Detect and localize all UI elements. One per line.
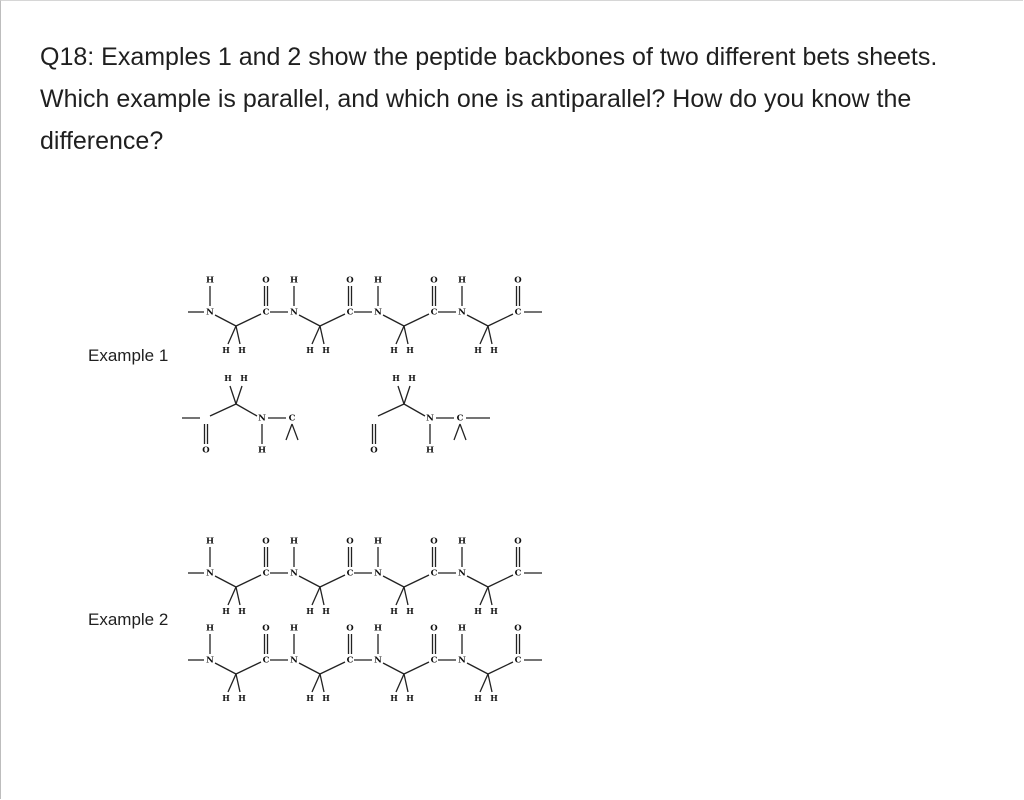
ch-bond [460,424,466,440]
hydrogen-atom: H [289,275,299,286]
ch-bond [236,326,240,344]
nitrogen-atom: N [206,568,214,579]
hydrogen-atom: H [306,345,314,355]
ch-bond [236,386,242,404]
backbone-bond [236,404,257,416]
backbone-bond [236,575,261,587]
carbon-atom: C [288,413,296,424]
hydrogen-atom: H [474,606,482,616]
nitrogen-atom: N [290,655,298,666]
hydrogen-atom: H [257,445,267,456]
backbone-bond [404,662,429,674]
ch-bond [292,424,298,440]
nitrogen-atom: N [426,413,434,424]
hydrogen-atom: H [306,606,314,616]
hydrogen-atom: H [406,693,414,703]
ch-bond [480,326,488,344]
hydrogen-atom: H [390,606,398,616]
ch-bond [396,587,404,605]
backbone-bond [404,314,429,326]
hydrogen-atom: H [205,623,215,634]
hydrogen-atom: H [205,536,215,547]
carbon-atom: C [514,568,522,579]
hydrogen-atom: H [238,606,246,616]
ch-bond [480,674,488,692]
nitrogen-atom: N [458,307,466,318]
ch-bond [228,326,236,344]
hydrogen-atom: H [322,693,330,703]
ch-bond [454,424,460,440]
carbon-atom: C [346,568,354,579]
example-1-label: Example 1 [88,346,169,365]
ch-bond [236,674,240,692]
backbone-bond [378,404,404,416]
backbone-bond [299,315,320,326]
hydrogen-atom: H [322,606,330,616]
backbone-bond [488,575,513,587]
hydrogen-atom: H [373,275,383,286]
carbon-atom: C [262,307,270,318]
ch-bond [320,674,324,692]
oxygen-atom: O [514,275,522,286]
oxygen-atom: O [430,623,438,634]
ch-bond [488,674,492,692]
nitrogen-atom: N [258,413,266,424]
oxygen-atom: O [262,536,270,547]
backbone-bond [236,662,261,674]
ch-bond [230,386,236,404]
hydrogen-atom: H [390,345,398,355]
hydrogen-atom: H [289,536,299,547]
nitrogen-atom: N [458,568,466,579]
carbon-atom: C [430,307,438,318]
nitrogen-atom: N [206,655,214,666]
hydrogen-atom: H [406,606,414,616]
hydrogen-atom: H [322,345,330,355]
backbone-bond [404,404,425,416]
hydrogen-atom: H [238,345,246,355]
oxygen-atom: O [262,275,270,286]
ch-bond [312,674,320,692]
hydrogen-atom: H [457,623,467,634]
carbon-atom: C [514,655,522,666]
backbone-bond [383,576,404,587]
carbon-atom: C [346,307,354,318]
backbone-bond [299,663,320,674]
carbon-atom: C [514,307,522,318]
hydrogen-atom: H [222,345,230,355]
ch-bond [488,326,492,344]
oxygen-atom: O [370,445,378,456]
ch-bond [404,326,408,344]
ch-bond [404,386,410,404]
hydrogen-atom: H [490,693,498,703]
oxygen-atom: O [430,275,438,286]
oxygen-atom: O [202,445,210,456]
backbone-bond [488,662,513,674]
nitrogen-atom: N [374,307,382,318]
backbone-bond [299,576,320,587]
ch-bond [396,674,404,692]
carbon-atom: C [262,655,270,666]
nitrogen-atom: N [374,655,382,666]
example-2-label: Example 2 [88,610,169,629]
ch-bond [488,587,492,605]
hydrogen-atom: H [406,345,414,355]
backbone-bond [383,315,404,326]
ch-bond [320,326,324,344]
ch-bond [480,587,488,605]
backbone-bond [404,575,429,587]
hydrogen-atom: H [425,445,435,456]
ch-bond [396,326,404,344]
nitrogen-atom: N [290,307,298,318]
hydrogen-atom: H [390,693,398,703]
backbone-bond [236,314,261,326]
hydrogen-atom: H [474,345,482,355]
carbon-atom: C [262,568,270,579]
oxygen-atom: O [346,536,354,547]
oxygen-atom: O [262,623,270,634]
backbone-bond [215,315,236,326]
carbon-atom: C [430,655,438,666]
ch-bond [398,386,404,404]
hydrogen-atom: H [222,606,230,616]
hydrogen-atom: H [457,275,467,286]
oxygen-atom: O [514,623,522,634]
ch-bond [320,587,324,605]
carbon-atom: C [456,413,464,424]
backbone-bond [488,314,513,326]
nitrogen-atom: N [206,307,214,318]
backbone-bond [320,575,345,587]
hydrogen-atom: H [490,345,498,355]
ch-bond [404,674,408,692]
hydrogen-atom: H [238,693,246,703]
ch-bond [312,326,320,344]
hydrogen-atom: H [222,693,230,703]
oxygen-atom: O [346,623,354,634]
hydrogen-atom: H [408,373,416,383]
nitrogen-atom: N [374,568,382,579]
hydrogen-atom: H [205,275,215,286]
nitrogen-atom: N [290,568,298,579]
hydrogen-atom: H [306,693,314,703]
ch-bond [286,424,292,440]
hydrogen-atom: H [289,623,299,634]
backbone-bond [320,662,345,674]
oxygen-atom: O [430,536,438,547]
backbone-bond [320,314,345,326]
hydrogen-atom: H [373,536,383,547]
carbon-atom: C [346,655,354,666]
backbone-bond [383,663,404,674]
oxygen-atom: O [514,536,522,547]
nitrogen-atom: N [458,655,466,666]
question-text: Q18: Examples 1 and 2 show the peptide backbones of two different bets sheets. Which example is parallel, and which one is antiparallel? How do you know the difference? [40,43,938,155]
backbone-bond [467,315,488,326]
hydrogen-atom: H [490,606,498,616]
ch-bond [236,587,240,605]
hydrogen-atom: H [240,373,248,383]
backbone-bond [467,576,488,587]
ch-bond [312,587,320,605]
hydrogen-atom: H [474,693,482,703]
carbon-atom: C [430,568,438,579]
ch-bond [404,587,408,605]
backbone-bond [215,663,236,674]
hydrogen-atom: H [224,373,232,383]
hydrogen-atom: H [392,373,400,383]
hydrogen-atom: H [457,536,467,547]
ch-bond [228,674,236,692]
backbone-bond [210,404,236,416]
hydrogen-atom: H [373,623,383,634]
ch-bond [228,587,236,605]
backbone-bond [467,663,488,674]
backbone-bond [215,576,236,587]
oxygen-atom: O [346,275,354,286]
